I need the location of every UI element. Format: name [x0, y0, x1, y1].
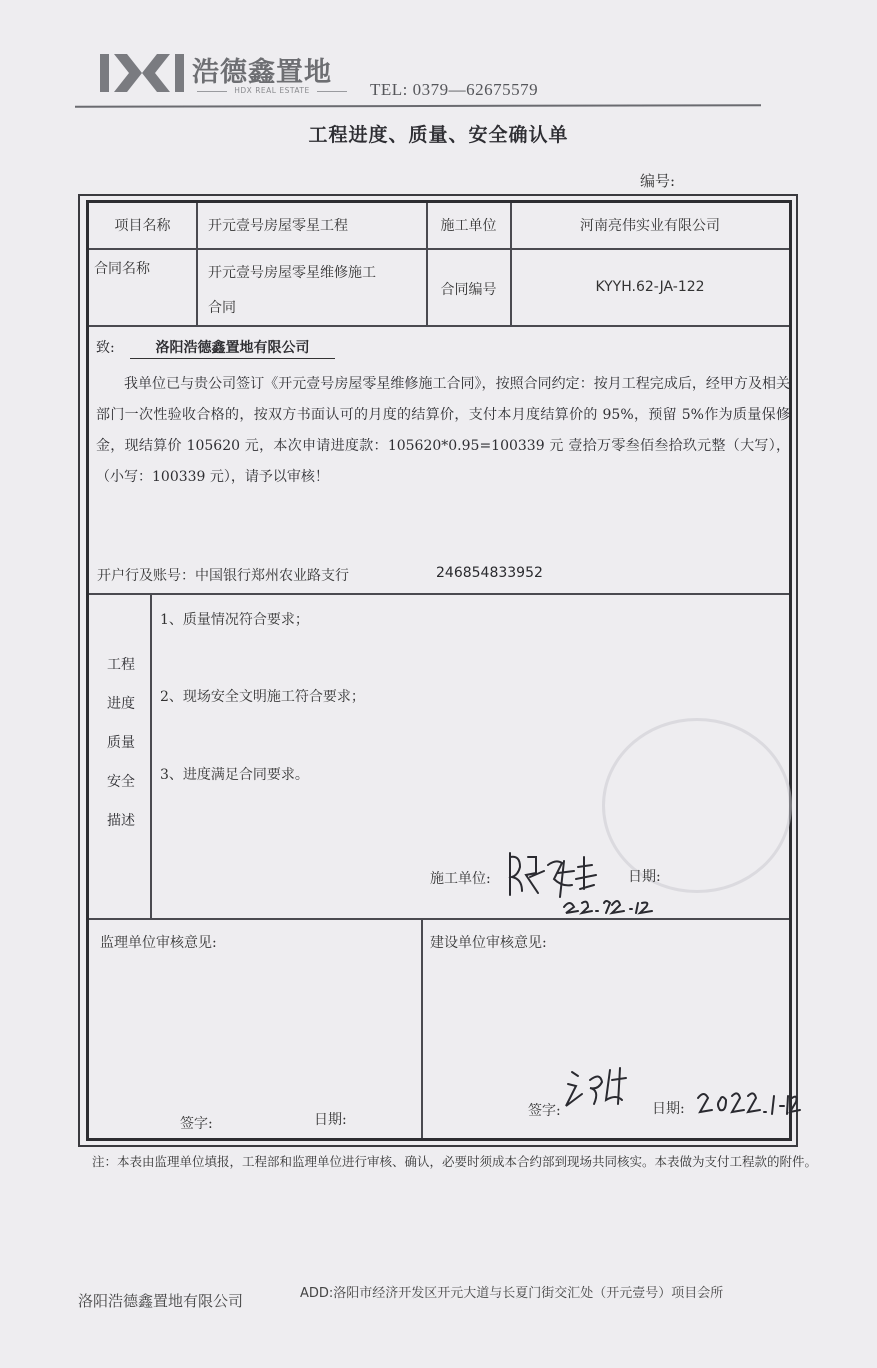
description-item: 1、质量情况符合要求； — [160, 612, 309, 628]
supervisor-review-label: 监理单位审核意见: — [100, 935, 217, 951]
telephone: TEL: 0379—62675579 — [370, 80, 539, 99]
serial-number-label: 编号: — [640, 172, 676, 190]
project-name-value: 开元壹号房屋零星工程 — [208, 218, 348, 234]
column-divider — [150, 593, 152, 918]
addressee-label: 致: — [96, 340, 115, 356]
owner-date-handwritten — [692, 1086, 802, 1120]
owner-signature — [560, 1060, 640, 1115]
side-label-line: 进度 — [107, 696, 135, 712]
footer-company: 洛阳浩德鑫置地有限公司 — [78, 1292, 244, 1310]
addressee-company: 洛阳浩德鑫置地有限公司 — [130, 337, 335, 359]
row-divider — [89, 593, 789, 595]
contract-number-label: 合同编号 — [440, 282, 497, 298]
logo-english-name: HDX REAL ESTATE — [197, 86, 347, 95]
contractor-value: 河南亮伟实业有限公司 — [580, 218, 720, 234]
company-logo-icon — [100, 52, 184, 94]
project-name-label: 项目名称 — [114, 218, 171, 234]
contract-name-value-line2: 合同 — [208, 300, 236, 316]
document-title: 工程进度、质量、安全确认单 — [308, 124, 569, 146]
description-item: 2、现场安全文明施工符合要求； — [160, 689, 365, 705]
owner-date-label: 日期: — [652, 1101, 685, 1117]
column-divider — [196, 203, 198, 325]
logo-chinese-name: 浩德鑫置地 — [192, 57, 332, 88]
side-label-line: 安全 — [107, 774, 135, 790]
description-item: 3、进度满足合同要求。 — [160, 767, 309, 783]
row-divider — [89, 325, 789, 327]
supervisor-date-label: 日期: — [314, 1112, 347, 1128]
description-side-label — [98, 646, 144, 841]
contract-name-value-line1: 开元壹号房屋零星维修施工 — [208, 265, 376, 281]
supervisor-signature-label: 签字: — [180, 1116, 213, 1132]
footnote: 注：本表由监理单位填报，工程部和监理单位进行审核、确认，必要时须成本合约部到现场共同核实。本表做为支付工程款的附件。 — [92, 1154, 818, 1169]
contract-number-value: KYYH.62-JA-122 — [595, 279, 705, 295]
contractor-sign-label: 施工单位: — [430, 871, 491, 887]
owner-review-label: 建设单位审核意见: — [430, 935, 547, 951]
bank-label: 开户行及账号：中国银行郑州农业路支行 — [97, 568, 349, 584]
header-divider — [75, 104, 761, 107]
footer-address: ADD:洛阳市经济开发区开元大道与长夏门街交汇处（开元壹号）项目会所 — [300, 1286, 724, 1301]
contractor-signature — [500, 845, 700, 920]
side-label-line: 描述 — [107, 813, 135, 829]
request-body: 我单位已与贵公司签订《开元壹号房屋零星维修施工合同》，按照合同约定：按月工程完成后，经甲方及相关部门一次性验收合格的，按双方书面认可的月度的结算价，支付本月度结算价的 95%，预留 5%作为质量保修金，现结算价 105620 元，本次申请进度款：105620*0.95=100339 元 壹拾万零叁佰叁拾玖元整（大写），（小写：100339 元），请予以审核！ — [96, 376, 790, 485]
contractor-label: 施工单位 — [440, 218, 497, 234]
contractor-date-label: 日期: — [628, 869, 661, 885]
bank-account-number: 246854833952 — [436, 565, 543, 581]
side-label-line: 质量 — [107, 735, 135, 751]
owner-signature-label: 签字: — [528, 1103, 561, 1119]
side-label-line: 工程 — [107, 657, 135, 673]
contract-name-label: 合同名称 — [94, 261, 150, 277]
row-divider — [89, 248, 789, 250]
column-divider — [421, 918, 423, 1138]
